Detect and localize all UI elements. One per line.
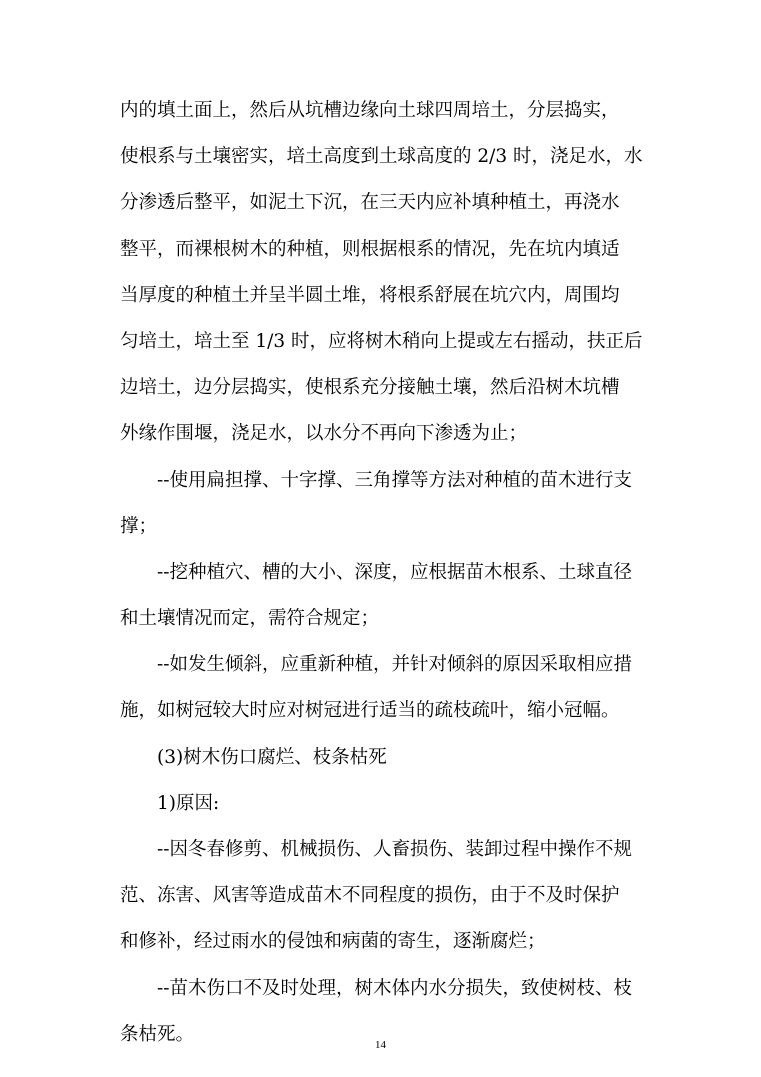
- text-line: 整平，而裸根树木的种植，则根据根系的情况，先在坑内填适: [120, 238, 620, 260]
- text-line: 条枯死。: [120, 1023, 195, 1045]
- text-line: 分渗透后整平，如泥土下沉，在三天内应补填种植土，再浇水: [120, 192, 620, 214]
- text-line: 撑；: [120, 515, 158, 537]
- text-line: 施，如树冠较大时应对树冠进行适当的疏枝疏叶，缩小冠幅。: [120, 700, 620, 722]
- subsection-heading: 1)原因:: [157, 792, 220, 814]
- text-line: --苗木伤口不及时处理，树木体内水分损失，致使树枝、枝: [157, 977, 633, 999]
- section-heading: (3)树木伤口腐烂、枝条枯死: [157, 746, 387, 768]
- body-text: [120, 88, 643, 1058]
- text-line: 当厚度的种植土并呈半圆土堆，将根系舒展在坑穴内，周围均: [120, 284, 620, 306]
- text-line: --如发生倾斜，应重新种植，并针对倾斜的原因采取相应措: [157, 654, 633, 676]
- text-line: --挖种植穴、槽的大小、深度，应根据苗木根系、土球直径: [157, 561, 633, 583]
- text-line: 内的填土面上，然后从坑槽边缘向土球四周培土，分层捣实，: [120, 100, 620, 121]
- text-line: 范、冻害、风害等造成苗木不同程度的损伤，由于不及时保护: [120, 885, 620, 907]
- text-line: 边培土，边分层捣实，使根系充分接触土壤，然后沿树木坑槽: [120, 377, 620, 399]
- text-line: 和土壤情况而定，需符合规定；: [120, 608, 380, 630]
- text-line: 外缘作围堰，浇足水，以水分不再向下渗透为止；: [120, 423, 528, 445]
- text-line: 和修补，经过雨水的侵蚀和病菌的寄生，逐渐腐烂；: [120, 931, 546, 953]
- text-line: 使根系与土壤密实，培土高度到土球高度的 2/3 时，浇足水，水: [120, 146, 643, 168]
- text-line: 匀培土，培土至 1/3 时，应将树木稍向上提或左右摇动，扶正后: [120, 330, 643, 352]
- page-number: 14: [375, 1039, 386, 1051]
- text-line: --因冬春修剪、机械损伤、人畜损伤、装卸过程中操作不规: [157, 839, 633, 860]
- text-line: --使用扁担撑、十字撑、三角撑等方法对种植的苗木进行支: [157, 469, 633, 491]
